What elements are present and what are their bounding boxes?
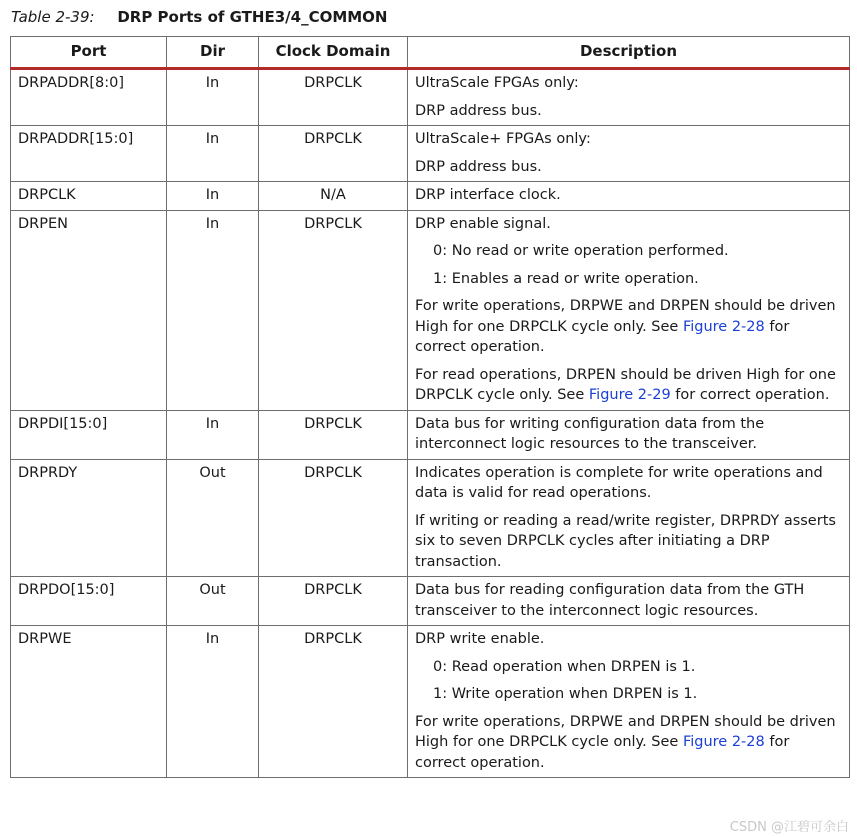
description-fragment: For write operations, DRPWE and DRPEN should be driven High for one DRPCLK cycle only. See: [415, 713, 836, 750]
dir-cell: Out: [167, 577, 259, 626]
clock-domain-cell: N/A: [259, 182, 408, 211]
dir-cell: In: [167, 182, 259, 211]
table-row: [11, 182, 850, 211]
dir-cell: In: [167, 126, 259, 182]
clock-domain-cell: DRPCLK: [259, 69, 408, 126]
dir-cell: In: [167, 69, 259, 126]
description-text: UltraScale FPGAs only:: [415, 75, 579, 91]
description-cell: [408, 126, 850, 182]
description-text: Data bus for reading configuration data from the GTH transceiver to the interconnect logic resources.: [415, 582, 805, 619]
description-text: [415, 296, 842, 358]
description-cell: [408, 69, 850, 126]
clock-domain-cell: DRPCLK: [259, 626, 408, 778]
description-option: 0: No read or write operation performed.: [433, 243, 729, 259]
table-row: [11, 69, 850, 126]
figure-link[interactable]: Figure 2-28: [682, 734, 765, 750]
port-cell: DRPADDR[8:0]: [11, 69, 167, 126]
description-fragment: for correct operation.: [415, 734, 790, 771]
port-cell: DRPRDY: [11, 459, 167, 577]
description-text: DRP address bus.: [415, 102, 542, 119]
description-fragment: for correct operation.: [670, 387, 830, 403]
description-text: Indicates operation is complete for write operations and data is valid for read operations.: [415, 464, 823, 501]
port-cell: DRPWE: [11, 626, 167, 778]
description-cell: [408, 626, 850, 778]
description-text: [415, 712, 842, 774]
figure-link[interactable]: Figure 2-29: [588, 387, 671, 403]
header-port: Port: [11, 37, 167, 69]
description-text: DRP address bus.: [415, 158, 542, 175]
description-text: DRP interface clock.: [415, 187, 561, 203]
table-caption: [11, 7, 387, 27]
description-text: If writing or reading a read/write register, DRPRDY asserts six to seven DRPCLK cycles after initiating a DRP transaction.: [415, 512, 836, 570]
figure-link[interactable]: Figure 2-28: [682, 318, 765, 335]
table-row: [11, 577, 850, 626]
table-row: [11, 210, 850, 410]
description-text: Data bus for writing configuration data from the interconnect logic resources to the transceiver.: [415, 415, 765, 452]
description-fragment: for correct operation.: [415, 318, 790, 355]
description-fragment: For write operations, DRPWE and DRPEN should be driven High for one DRPCLK cycle only. See: [415, 298, 836, 335]
table-row: [11, 410, 850, 459]
port-cell: DRPEN: [11, 210, 167, 410]
dir-cell: In: [167, 410, 259, 459]
description-cell: [408, 577, 850, 626]
header-description: Description: [408, 37, 850, 69]
description-cell: [408, 410, 850, 459]
header-row: [11, 37, 850, 69]
clock-domain-cell: DRPCLK: [259, 210, 408, 410]
header-clock-domain: Clock Domain: [259, 37, 408, 69]
port-cell: DRPADDR[15:0]: [11, 126, 167, 182]
description-cell: [408, 210, 850, 410]
table-row: [11, 626, 850, 778]
description-text: DRP enable signal.: [415, 215, 551, 232]
clock-domain-cell: DRPCLK: [259, 410, 408, 459]
table-row: [11, 126, 850, 182]
clock-domain-cell: DRPCLK: [259, 577, 408, 626]
description-cell: [408, 459, 850, 577]
description-option: 0: Read operation when DRPEN is 1.: [433, 658, 696, 675]
description-text: DRP write enable.: [415, 631, 545, 647]
description-option: 1: Write operation when DRPEN is 1.: [433, 686, 698, 702]
dir-cell: Out: [167, 459, 259, 577]
description-text: UltraScale+ FPGAs only:: [415, 131, 591, 147]
drp-ports-table: [10, 36, 850, 778]
port-cell: DRPCLK: [11, 182, 167, 211]
watermark: CSDN @江碧可余白: [729, 820, 849, 835]
dir-cell: In: [167, 210, 259, 410]
dir-cell: In: [167, 626, 259, 778]
port-cell: DRPDI[15:0]: [11, 410, 167, 459]
description-cell: [408, 182, 850, 211]
description-fragment: For read operations, DRPEN should be driven High for one DRPCLK cycle only. See: [415, 366, 836, 403]
table-number: Table 2-39:: [11, 8, 95, 26]
clock-domain-cell: DRPCLK: [259, 126, 408, 182]
table-title: DRP Ports of GTHE3/4_COMMON: [117, 8, 388, 26]
clock-domain-cell: DRPCLK: [259, 459, 408, 577]
header-dir: Dir: [167, 37, 259, 69]
port-cell: DRPDO[15:0]: [11, 577, 167, 626]
description-text: [415, 365, 842, 406]
table-row: [11, 459, 850, 577]
description-option: 1: Enables a read or write operation.: [433, 270, 699, 287]
